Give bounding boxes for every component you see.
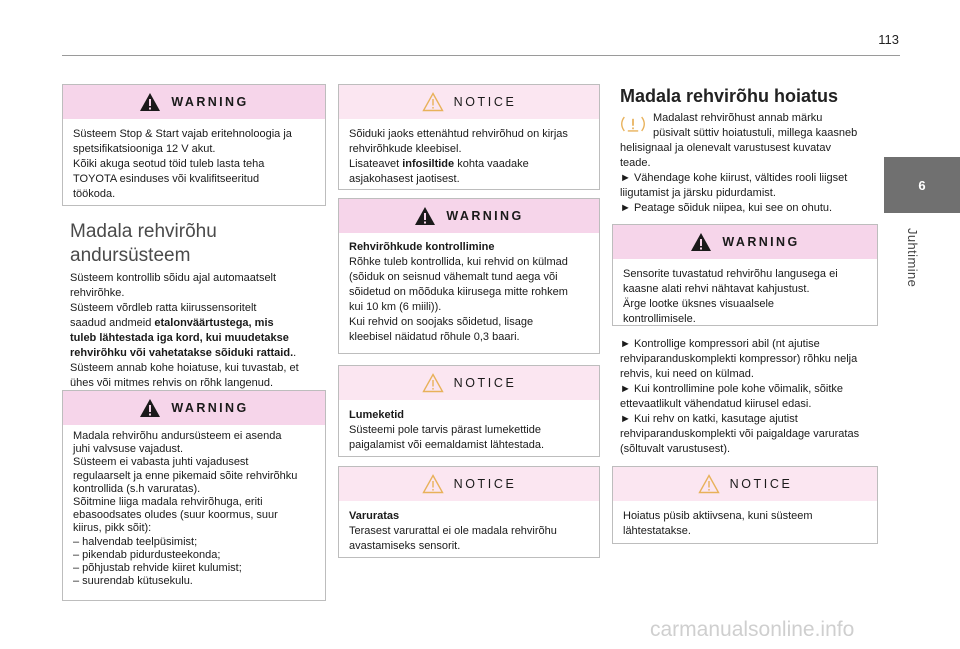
notice-triangle-icon [422, 373, 444, 393]
notice-text [339, 501, 599, 562]
text-line: Süsteem võrdleb ratta kiirussensoritelt [70, 302, 257, 314]
notice-triangle-icon [422, 474, 444, 494]
text-line: lähtestatakse. [623, 525, 691, 537]
text-line: juhi valvsuse vajadust. [73, 443, 184, 456]
text-run: . [293, 347, 297, 359]
notice-box-alert-active [612, 466, 878, 544]
warning-header [63, 391, 325, 425]
notice-box-spare-wheel [338, 466, 600, 558]
notice-heading: Varuratas [349, 510, 400, 522]
warning-text [613, 259, 877, 335]
chapter-tab[interactable]: 6 [884, 157, 960, 213]
warning-title: WARNING [171, 401, 249, 415]
warning-header [613, 225, 877, 259]
tpms-description [70, 271, 330, 391]
text-line: ► Peatage sõiduk niipea, kui see on ohutu. [620, 202, 833, 214]
header-rule [62, 55, 900, 56]
text-line: ühes või mitmes rehvis on rõhk langenud. [70, 377, 273, 389]
text-line: Sensorite tuvastatud rehvirõhu langusega ei [623, 268, 838, 280]
text-line: helisignaal ja olenevalt varustusest kuvatav [620, 142, 831, 154]
text-line: paigalamist või eemaldamist lähtestada. [349, 439, 545, 451]
text-line: töökoda. [73, 188, 116, 200]
warning-header [63, 85, 325, 119]
warning-box-tpms [62, 390, 326, 601]
warning-triangle-icon [139, 398, 161, 418]
text-line: Sõitmine liiga madala rehvirõhuga, eriti [73, 496, 263, 509]
text-line: asjakohasest jaotisest. [349, 173, 460, 185]
text-line [349, 157, 591, 172]
text-line: Süsteem kontrollib sõidu ajal automaatselt [70, 272, 277, 284]
text-run: Lisateavet [349, 158, 403, 170]
text-line: (sõiduk on seisnud vähemalt tund aega või [349, 271, 558, 283]
notice-title: NOTICE [453, 376, 517, 390]
text-line: kontrollida (s.h varuratas). [73, 482, 201, 495]
notice-box-snow-chains [338, 365, 600, 457]
warning-title: WARNING [446, 209, 524, 223]
warning-heading: Rehvirõhkude kontrollimine [349, 241, 495, 253]
text-line: Terasest varurattal ei ole madala rehvirõhu [349, 525, 557, 537]
text-line: Rõhke tuleb kontrollida, kui rehvid on külmad [349, 256, 568, 268]
text-line: Kõiki akuga seotud töid tuleb lasta teha [73, 158, 265, 170]
notice-title: NOTICE [453, 95, 517, 109]
text-run-bold: rehvirõhku või vahetatakse sõiduki rattaid. [70, 347, 294, 359]
text-line: kui 10 km (6 miili)). [349, 301, 442, 313]
text-line: rehvirõhkude kleebisel. [349, 143, 462, 155]
section-title-line: andursüsteem [70, 245, 191, 266]
text-run-bold: etalonväärtustega, mis [154, 317, 274, 329]
notice-heading: Lumeketid [349, 409, 405, 421]
warning-triangle-icon [414, 206, 436, 226]
text-line: TOYOTA esinduses või kvalifitseeritud [73, 173, 260, 185]
procedure-steps [620, 337, 890, 457]
text-line: ebasoodsates oludes (suur koormus, suur [73, 509, 278, 522]
notice-header [613, 467, 877, 501]
text-line: spetsifikatsiooniga 12 V akut. [73, 143, 216, 155]
text-line: rehviparanduskomplekti või paigaldage varuratas [620, 428, 860, 440]
text-line: avastamiseks sensorit. [349, 540, 461, 552]
text-line: teade. [620, 157, 651, 169]
text-line: kaasne alati rehvi nähtavat kahjustust. [623, 283, 810, 295]
section-title-low-pressure-alert: Madala rehvirõhu hoiatus [620, 86, 839, 106]
text-line: Süsteem ei vabasta juhti vajadusest [73, 456, 249, 469]
notice-title: NOTICE [453, 477, 517, 491]
section-title-tpms [70, 220, 326, 268]
notice-header [339, 366, 599, 400]
text-line: regulaarselt ja enne pikemaid sõite rehvirõhku [73, 469, 298, 482]
text-line: liigutamist ja järsku pidurdamist. [620, 187, 776, 199]
watermark: carmanualsonline.info [650, 618, 855, 641]
text-line [70, 346, 330, 361]
notice-text [613, 501, 877, 547]
warning-box-sensors [612, 224, 878, 326]
notice-box-tyre-pressures [338, 84, 600, 190]
text-line: sõidetud on mõõduka kiirusega mitte rohkem [349, 286, 568, 298]
text-line: kleebisel näidatud rõhule 0,3 baari. [349, 331, 520, 343]
warning-box-checking [338, 198, 600, 354]
warning-triangle-icon [690, 232, 712, 252]
notice-header [339, 85, 599, 119]
notice-header [339, 467, 599, 501]
text-line: Süsteemi pole tarvis pärast lumekettide [349, 424, 541, 436]
warning-header [339, 199, 599, 233]
text-line: ► Kui rehv on katki, kasutage ajutist [620, 413, 798, 425]
text-line: Madalast rehvirõhust annab märku [653, 112, 823, 124]
text-line: – põhjustab rehvide kiiret kulumist; [73, 562, 242, 575]
text-line: Süsteem Stop & Start vajab eritehnoloogia ja [73, 128, 292, 140]
text-line: kiirus, pikk sõit): [73, 522, 152, 535]
warning-text [63, 119, 325, 210]
chapter-title: Juhtimine [905, 228, 920, 288]
text-line: – suurendab kütusekulu. [73, 575, 193, 588]
page-number: 113 [878, 32, 899, 47]
warning-box-stop-start [62, 84, 326, 206]
warning-title: WARNING [722, 235, 800, 249]
section-title-line: Madala rehvirõhu [70, 221, 217, 242]
text-line [70, 316, 330, 331]
text-line: ► Kontrollige kompressori abil (nt ajutise [620, 338, 820, 350]
text-run: kohta vaadake [454, 158, 529, 170]
text-run-bold: infosiltide [402, 158, 455, 170]
text-line: Kui rehvid on soojaks sõidetud, lisage [349, 316, 534, 328]
text-line: Süsteem annab kohe hoiatuse, kui tuvastab, et [70, 362, 299, 374]
text-line: Madala rehvirõhu andursüsteem ei asenda [73, 430, 282, 442]
text-line: rehviparanduskomplekti kompressor) rõhku nelja [620, 353, 858, 365]
text-line: rehvis, kui need on külmad. [620, 368, 754, 380]
notice-triangle-icon [422, 92, 444, 112]
notice-text [339, 119, 599, 195]
text-line: Hoiatus püsib aktiivsena, kuni süsteem [623, 510, 813, 522]
text-line: Sõiduki jaoks ettenähtud rehvirõhud on kirjas [349, 128, 568, 140]
notice-triangle-icon [698, 474, 720, 494]
text-line: (sõltuvalt varustusest). [620, 443, 731, 455]
text-run: saadud andmeid [70, 317, 155, 329]
text-line: – pikendab pidurdusteekonda; [73, 548, 221, 561]
text-line: Ärge lootke üksnes visuaalsele [623, 298, 775, 310]
warning-title: WARNING [171, 95, 249, 109]
warning-text [63, 425, 325, 596]
warning-triangle-icon [139, 92, 161, 112]
text-line: ► Kui kontrollimine pole kohe võimalik, sõitke [620, 383, 844, 395]
warning-text [339, 233, 599, 353]
text-line: tuleb lähtestada iga kord, kui muudetakse [70, 332, 289, 344]
text-line: püsivalt süttiv hoiatustuli, millega kaasneb [653, 127, 858, 139]
text-line: ettevaatlikult vähendatud kiirusel edasi. [620, 398, 812, 410]
notice-title: NOTICE [729, 477, 793, 491]
text-line: rehvirõhke. [70, 287, 125, 299]
text-line: – halvendab teelpüsimist; [73, 535, 198, 548]
text-line: ► Vähendage kohe kiirust, vältides rooli liigset [620, 172, 848, 184]
notice-text [339, 400, 599, 461]
alert-description [620, 111, 890, 216]
text-line: kontrollimisele. [623, 313, 696, 325]
